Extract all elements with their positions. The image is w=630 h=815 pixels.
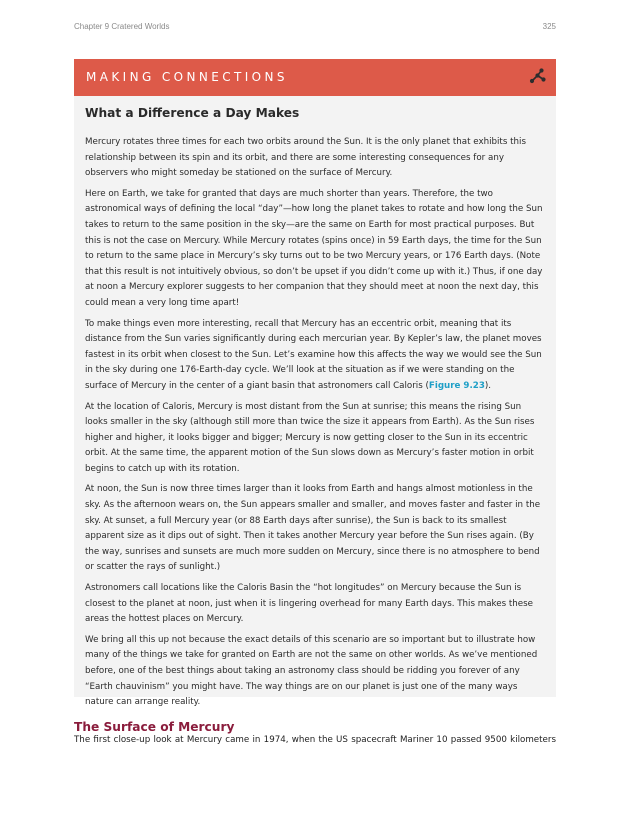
feature-header: [74, 59, 556, 96]
feature-label: MAKING CONNECTIONS: [86, 70, 288, 84]
chapter-title: Chapter 9 Cratered Worlds: [74, 22, 170, 31]
feature-title: What a Difference a Day Makes: [85, 106, 300, 120]
making-connections-box: [74, 59, 556, 708]
connections-icon: [529, 67, 547, 85]
paragraph-3: [85, 317, 545, 395]
paragraph-1: Mercury rotates three times for each two orbits around the Sun. It is the only planet that exhibits this relationship between its spin and its orbit, and there are some interesting consequences for any observers who might someday be stationed on the surface of Mercury.: [85, 137, 526, 179]
paragraph-7: We bring all this up not because the exact details of this scenario are so important but to illustrate how many of the things we take for granted on Earth are not the same on other worlds. As we’ve mentioned before, one of the best things about taking an astronomy class should be ridding you forever of any “Earth chauvinism” you might have. The way things are on our planet is just one of the many ways nature can arrange reality.: [85, 634, 538, 708]
feature-body: [74, 96, 556, 711]
figure-9-23-link[interactable]: Figure 9.23: [428, 380, 485, 391]
paragraph-3-text: To make things even more interesting, recall that Mercury has an eccentric orbit, meaning that its distance from the Sun varies significantly during each mercurian year. By Kepler’s law, the planet moves fastest in its orbit when closest to the Sun. Let’s examine how this affects the way we would see the Sun in the sky during one 176-Earth-day cycle. We’ll look at the situation as if we were standing on the surface of Mercury in the center of a giant basin that astronomers call Caloris (: [85, 318, 542, 391]
page-number: 325: [542, 22, 556, 31]
running-head: [74, 22, 556, 36]
paragraph-5: At noon, the Sun is now three times larger than it looks from Earth and hangs almost motionless in the sky. As the afternoon wears on, the Sun appears smaller and smaller, and moves faster and faster in the sky. At sunset, a full Mercury year (or 88 Earth days after sunrise), the Sun is back to its smallest apparent size as it dips out of sight. Then it takes another Mercury year before the Sun rises again. (By the way, sunrises and sunsets are much more sudden on Mercury, since there is no atmosphere to bend or scatter the rays of sunlight.): [85, 484, 541, 573]
paragraph-2: Here on Earth, we take for granted that days are much shorter than years. Therefore, the two astronomical ways of defining the local “day”—how long the planet takes to rotate and how long the Sun takes to return to the same position in the sky—are the same on Earth for most practical purposes. But this is not the case on Mercury. While Mercury rotates (spins once) in 59 Earth days, the time for the Sun to return to the same place in Mercury’s sky turns out to be two Mercury years, or 176 Earth days. (Note that this result is not intuitively obvious, so don’t be upset if you didn’t come up with it.) Thus, if one day at noon a Mercury explorer suggests to her companion that they should meet at noon the next day, this could mean a very long time apart!: [85, 188, 543, 308]
paragraph-3-after: ).: [484, 380, 492, 391]
paragraph-6: Astronomers call locations like the Caloris Basin the “hot longitudes” on Mercury because the Sun is closest to the planet at noon, just when it is lingering overhead for many Earth days. This makes these areas the hottest places on Mercury.: [85, 583, 534, 625]
section-body: The first close-up look at Mercury came in 1974, when the US spacecraft Mariner 10 passed 9500 kilometers: [74, 735, 556, 745]
paragraph-4: At the location of Caloris, Mercury is most distant from the Sun at sunrise; this means the rising Sun looks smaller in the sky (although still more than twice the size it appears from Earth). As the Sun rises higher and higher, it looks bigger and bigger; Mercury is now getting closer to the Sun in its eccentric orbit. At the same time, the apparent motion of the Sun slows down as Mercury’s faster motion in orbit begins to catch up with its rotation.: [85, 401, 535, 474]
section-title: The Surface of Mercury: [74, 720, 235, 735]
